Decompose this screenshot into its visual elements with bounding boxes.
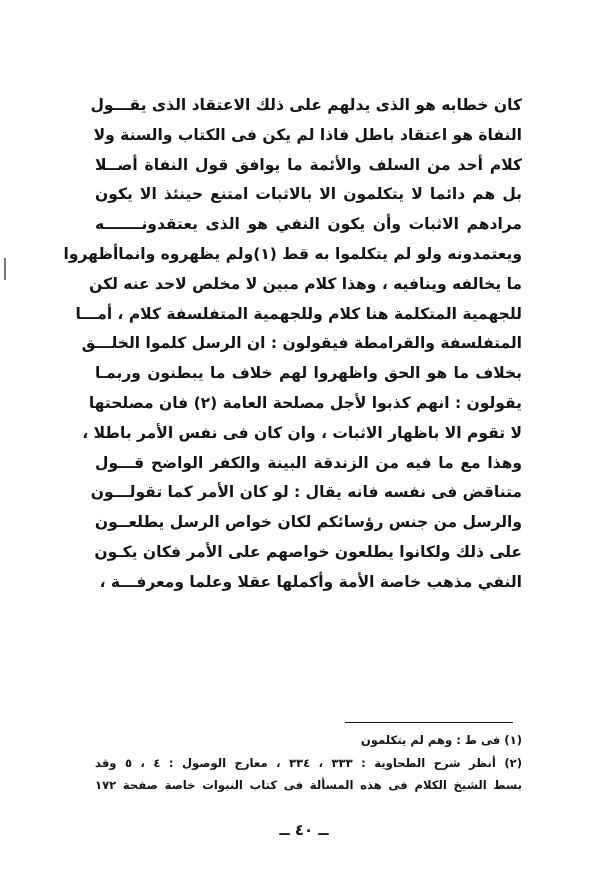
footnote-1: (١) فى ط : وهم لم يتكلمون [360, 733, 522, 747]
text-line: على ذلك ولكانوا يطلعون خواصهم على الأمر فكان يكـون [94, 542, 522, 561]
footnotes [95, 729, 522, 797]
text-line: بل هم دائما لا يتكلمون الا بالاثبات امتنع حينئذ الا يكون [95, 185, 522, 204]
text-line: والرسل من جنس رؤسائكم لكان خواص الرسل يطلعــون [94, 513, 522, 532]
text-line: مرادهم الاثبات وأن يكون النفي هو الذى يعتقدونـــــــه [95, 215, 522, 234]
text-line: كان خطابه هو الذى يدلهم على ذلك الاعتقاد الذى يقـــول [90, 96, 522, 114]
scan-edge-mark [4, 258, 6, 280]
footnote-separator [345, 722, 513, 723]
text-line: بخلاف ما هو الحق واظهروا لهم خلاف ما يبطنون وربمـا [95, 364, 522, 383]
text-line: ويعتمدونه ولو لم يتكلموا به قط (١)ولم يظهروه وانماأظهروا [63, 244, 522, 263]
page-number: ــ ٤٠ ــ [279, 821, 329, 839]
text-line: النفي مذهب خاصة الأمة وأكملها عقلا وعلما ومعرفـــة ، [99, 572, 522, 591]
text-line: متناقض فى نفسه فانه يقال : لو كان الأمر كما تقولـــون [90, 483, 522, 502]
text-line: كلام أحد من السلف والأئمة ما يوافق قول النفاة أصــلا [95, 155, 522, 174]
text-line: لا تقوم الا باظهار الاثبات ، وان كان فى نفس الأمر باطلا ، [82, 423, 522, 442]
text-line: النفاة هو اعتقاد باطل فاذا لم يكن فى الكتاب والسنة ولا [93, 125, 522, 144]
footnote-2: (٢) أنظر شرح الطحاوية : ٣٣٣ ، ٣٣٤ ، معارج الوصول : ٤ ، ٥ وقد [95, 755, 523, 770]
text-line: يقولون : انهم كذبوا لأجل مصلحة العامة (٢) فان مصلحتها [88, 393, 522, 412]
footnote-2-continued: بسط الشيخ الكلام فى هذه المسألة فى كتاب النبوات خاصة صفحة ١٧٢ [95, 778, 522, 792]
text-line: المتفلسفة والقرامطة فيقولون : ان الرسل كلموا الخلـــق [81, 334, 522, 353]
text-line: للجهمية المتكلمة هنا كلام وللجهمية المتفلسفة كلام ، أمـــا [75, 304, 522, 323]
text-line: ما يخالفه وينافيه ، وهذا كلام مبين لا مخلص لاحد عنه لكن [89, 274, 522, 293]
text-line: وهذا مع ما فيه من الزندقة البينة والكفر الواضح قـــول [95, 453, 522, 472]
body-text [63, 91, 522, 598]
